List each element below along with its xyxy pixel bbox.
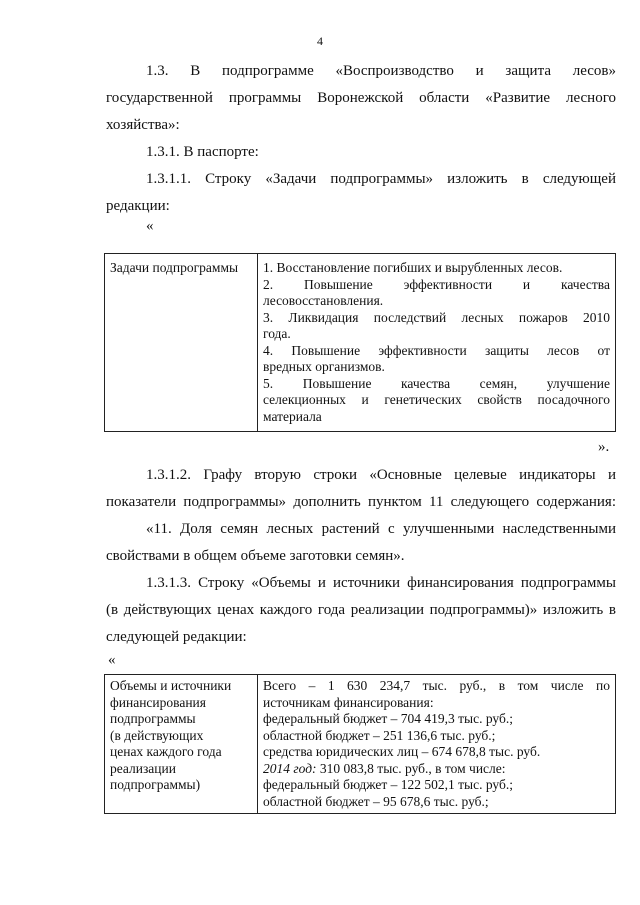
- item-11-line-1: «11. Доля семян лесных растений с улучшенными наследственными: [146, 521, 616, 537]
- section-1-3-1: 1.3.1. В паспорте:: [146, 144, 259, 160]
- finance-table: [104, 674, 616, 814]
- tasks-label-cell: [105, 254, 258, 432]
- year-2014-label: 2014 год:: [263, 760, 317, 776]
- finance-label-cell: [105, 675, 258, 814]
- finance-2014-federal-line: федеральный бюджет – 122 502,1 тыс. руб.;: [263, 777, 513, 792]
- section-1-3-1-3-line-1: 1.3.1.3. Строку «Объемы и источники финансирования подпрограммы: [146, 575, 616, 591]
- finance-label-line-7: подпрограммы): [110, 777, 201, 792]
- finance-label-line-2: финансирования: [110, 694, 206, 710]
- section-1-3-line-3: хозяйства»:: [106, 117, 180, 133]
- table-row: [105, 675, 616, 814]
- close-quote-1: ».: [598, 439, 610, 455]
- finance-label-line-3: подпрограммы: [110, 711, 196, 726]
- finance-content-cell: [258, 675, 616, 814]
- section-1-3-1-3-line-3: следующей редакции:: [106, 629, 247, 645]
- open-quote-2: «: [108, 652, 116, 668]
- section-1-3-1-2-line-2: показатели подпрограммы» дополнить пунктом 11 следующего содержания:: [106, 494, 616, 510]
- finance-federal-line: федеральный бюджет – 704 419,3 тыс. руб.;: [263, 711, 513, 726]
- item-11-line-2: свойствами в общем объеме заготовки семян».: [106, 548, 405, 564]
- task-line-7: вредных организмов.: [263, 359, 385, 374]
- section-1-3-line-1: 1.3. В подпрограмме «Воспроизводство и защита лесов»: [146, 63, 616, 79]
- finance-legal-line: средства юридических лиц – 674 678,8 тыс. руб.: [263, 744, 541, 759]
- finance-2014-regional-line: областной бюджет – 95 678,6 тыс. руб.;: [263, 793, 489, 809]
- task-line-5: года.: [263, 326, 291, 341]
- task-line-10: материала: [263, 408, 322, 424]
- task-line-8: 5. Повышение качества семян, улучшение: [263, 375, 610, 391]
- finance-2014-line: [263, 761, 610, 778]
- table-row: [105, 254, 616, 432]
- task-line-2: 2. Повышение эффективности и качества: [263, 276, 610, 292]
- tasks-label: Задачи подпрограммы: [110, 260, 239, 275]
- page-number: 4: [317, 34, 323, 48]
- task-line-3: лесовосстановления.: [263, 293, 384, 308]
- tasks-table: [104, 253, 616, 432]
- section-1-3-1-3-line-2: (в действующих ценах каждого года реализации подпрограммы)» изложить в: [106, 602, 616, 618]
- task-line-9: селекционных и генетических свойств посадочного: [263, 392, 610, 407]
- finance-label-line-1: Объемы и источники: [110, 678, 232, 693]
- task-line-4: 3. Ликвидация последствий лесных пожаров 2010: [263, 309, 610, 325]
- finance-label-line-4: (в действующих: [110, 727, 204, 743]
- finance-label-line-5: ценах каждого года: [110, 744, 222, 759]
- section-1-3-1-2-line-1: 1.3.1.2. Графу вторую строки «Основные целевые индикаторы и: [146, 467, 616, 483]
- task-line-6: 4. Повышение эффективности защиты лесов от: [263, 342, 610, 358]
- section-1-3-1-1-line-2: редакции:: [106, 198, 170, 214]
- task-line-1: 1. Восстановление погибших и вырубленных лесов.: [263, 260, 563, 275]
- section-1-3-1-1-line-1: 1.3.1.1. Строку «Задачи подпрограммы» изложить в следующей: [146, 171, 616, 187]
- finance-label-line-6: реализации: [110, 760, 176, 776]
- finance-sources-line: источникам финансирования:: [263, 694, 434, 710]
- open-quote-1: «: [146, 218, 154, 234]
- tasks-content-cell: [258, 254, 616, 432]
- finance-total-line: Всего – 1 630 234,7 тыс. руб., в том числе по: [263, 678, 610, 693]
- finance-regional-line: областной бюджет – 251 136,6 тыс. руб.;: [263, 727, 496, 743]
- year-2014-amount: 310 083,8 тыс. руб., в том числе:: [316, 760, 506, 776]
- section-1-3-line-2: государственной программы Воронежской области «Развитие лесного: [106, 90, 616, 106]
